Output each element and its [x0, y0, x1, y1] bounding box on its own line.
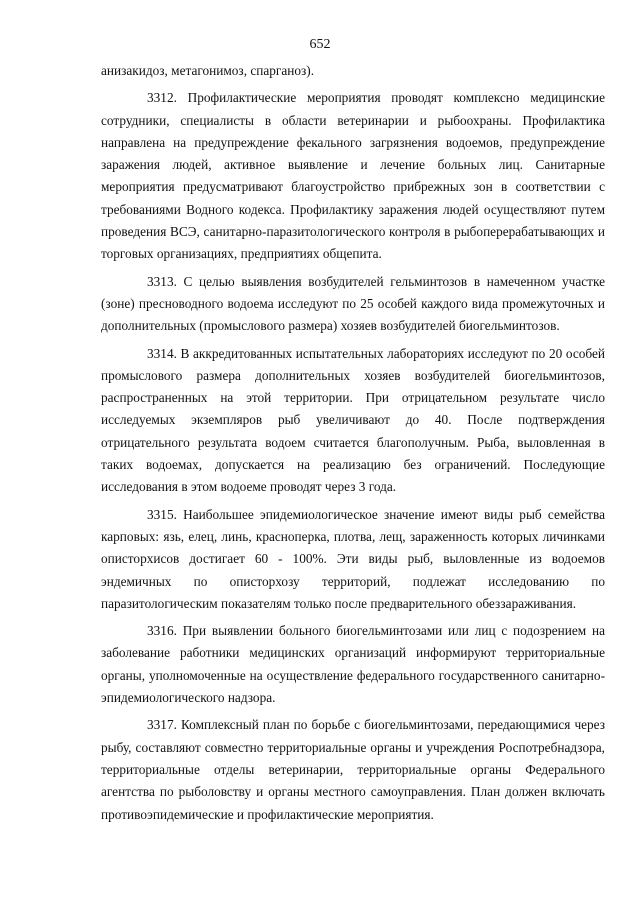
- document-body: [101, 60, 605, 826]
- paragraph-continuation: анизакидоз, метагонимоз, спарганоз).: [101, 63, 315, 78]
- paragraph-3312: 3312. Профилактические мероприятия проводят комплексно медицинские сотрудники, специалисты в области ветеринарии и рыбоохраны. Профилактика направлена на предупреждение фекального загрязнения водоемов, предупреждение заражения людей, активное выявление и лечение больных лиц. Санитарные мероприятия предусматривают благоустройство прибрежных зон в соответствии с требованиями Водного кодекса. Профилактику заражения людей осуществляют путем проведения ВСЭ, санитарно-паразитологического контроля в рыбоперерабатывающих и торговых организациях, предприятиях общепита.: [101, 90, 605, 262]
- paragraph-3313: 3313. С целью выявления возбудителей гельминтозов в намеченном участке (зоне) пресноводного водоема исследуют по 25 особей каждого вида промежуточных и дополнительных (промыслового размера) хозяев возбудителей биогельминтозов.: [101, 273, 605, 334]
- paragraph-3317: 3317. Комплексный план по борьбе с биогельминтозами, передающимися через рыбу, составляют совместно территориальные органы и учреждения Роспотребнадзора, территориальные отделы ветеринарии, территориальные органы Федерального агентства по рыболовству и органы местного самоуправления. План должен включать противоэпидемические и профилактические мероприятия.: [101, 717, 605, 822]
- paragraph-3315: 3315. Наибольшее эпидемиологическое значение имеют виды рыб семейства карповых: язь, елец, линь, красноперка, плотва, лещ, зараженность которых личинками описторхисов достигает 60 - 100%. Эти виды рыб, выловленные из водоемов эндемичных по описторхозу территорий, подлежат исследованию по паразитологическим показателям только после предварительного обеззараживания.: [101, 506, 605, 611]
- page-number: 652: [309, 37, 331, 52]
- paragraph-3316: 3316. При выявлении больного биогельминтозами или лиц с подозрением на заболевание работники медицинских организаций информируют территориальные органы, уполномоченные на осуществление федерального государственного санитарно-эпидемиологического надзора.: [101, 623, 605, 706]
- paragraph-3314: 3314. В аккредитованных испытательных лабораториях исследуют по 20 особей промыслового размера дополнительных хозяев возбудителей биогельминтозов, распространенных на этой территории. При отрицательном результате число исследуемых экземпляров рыб увеличивают до 40. После подтверждения отрицательного результата водоем считается благополучным. Рыба, выловленная в таких водоемах, допускается на реализацию без ограничений. Последующие исследования в этом водоеме проводят через 3 года.: [101, 345, 605, 495]
